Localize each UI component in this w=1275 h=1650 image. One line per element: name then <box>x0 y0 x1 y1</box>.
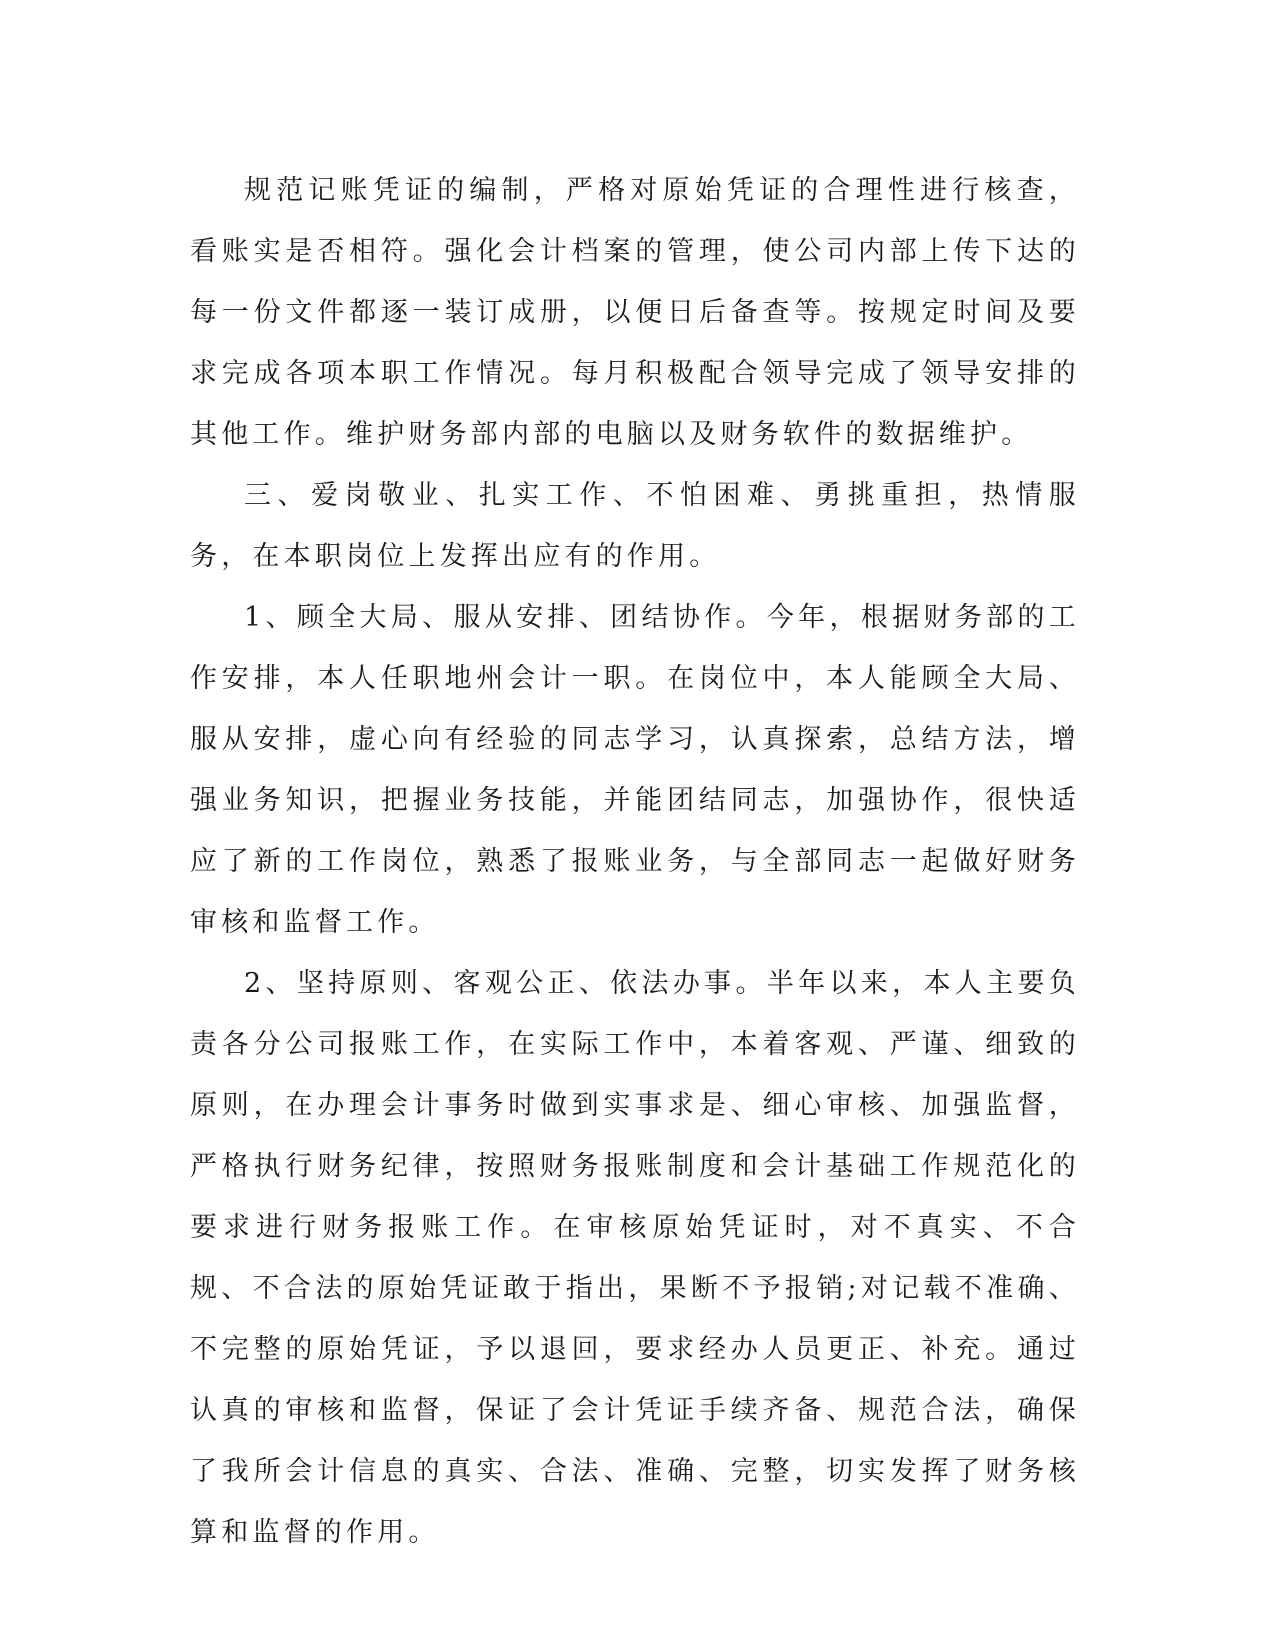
document-body <box>190 160 1080 1563</box>
paragraph-item-two: 2、坚持原则、客观公正、依法办事。半年以来，本人主要负责各分公司报账工作，在实际工作中，本着客观、严谨、细致的原则，在办理会计事务时做到实事求是、细心审核、加强监督，严格执行财务纪律，按照财务报账制度和会计基础工作规范化的要求进行财务报账工作。在审核原始凭证时，对不真实、不合规、不合法的原始凭证敢于指出，果断不予报销;对记载不准确、不完整的原始凭证，予以退回，要求经办人员更正、补充。通过认真的审核和监督，保证了会计凭证手续齐备、规范合法，确保了我所会计信息的真实、合法、准确、完整，切实发挥了财务核算和监督的作用。 <box>190 968 1080 1548</box>
paragraph-section-three: 三、爱岗敬业、扎实工作、不怕困难、勇挑重担，热情服务，在本职岗位上发挥出应有的作用。 <box>190 480 1080 572</box>
paragraph-record-keeping: 规范记账凭证的编制，严格对原始凭证的合理性进行核查，看账实是否相符。强化会计档案的管理，使公司内部上传下达的每一份文件都逐一装订成册，以便日后备查等。按规定时间及要求完成各项本职工作情况。每月积极配合领导完成了领导安排的其他工作。维护财务部内部的电脑以及财务软件的数据维护。 <box>190 175 1080 450</box>
paragraph-item-one: 1、顾全大局、服从安排、团结协作。今年，根据财务部的工作安排，本人任职地州会计一职。在岗位中，本人能顾全大局、服从安排，虚心向有经验的同志学习，认真探索，总结方法，增强业务知识，把握业务技能，并能团结同志，加强协作，很快适应了新的工作岗位，熟悉了报账业务，与全部同志一起做好财务审核和监督工作。 <box>190 602 1080 938</box>
